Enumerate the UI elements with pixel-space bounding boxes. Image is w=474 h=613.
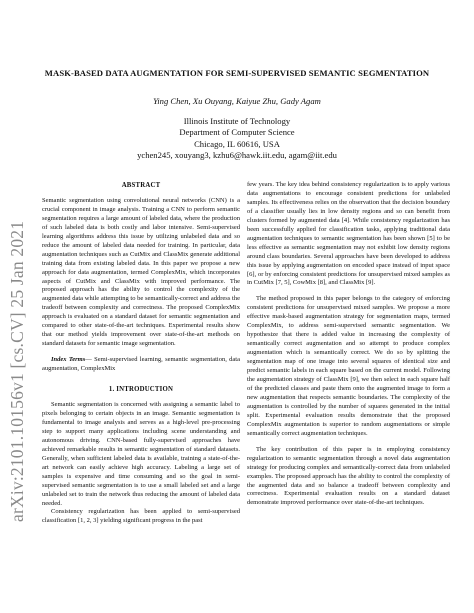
affiliation-institute: Illinois Institute of Technology bbox=[183, 116, 291, 126]
introduction-heading: 1. INTRODUCTION bbox=[108, 386, 174, 394]
affiliation-department: Department of Computer Science bbox=[179, 127, 295, 138]
right-paragraph-3: The key contribution of this paper is in employing consistency regularization to semantic segmentation through a novel data augmentation strategy for producing complex and semantically-correct data from unlabeled examples. The proposed approach has the ability to control the complexity of the augmented data and so balance a tradeoff between complexity and correctness. Experimental evaluation results on a standard dataset demonstrate improved performance over state-of-the-art techniques. bbox=[247, 445, 450, 507]
left-column bbox=[42, 182, 240, 526]
paper-title: MASK-BASED DATA AUGMENTATION FOR SEMI-SUPERVISED SEMANTIC SEGMENTATION bbox=[44, 68, 430, 78]
arxiv-identifier-stamp: arXiv:2101.10156v1 [cs.CV] 25 Jan 2021 bbox=[7, 220, 27, 522]
paper-authors: Ying Chen, Xu Ouyang, Kaiyue Zhu, Gady Agam bbox=[153, 96, 321, 106]
affiliation-city: Chicago, IL 60616, USA bbox=[194, 138, 280, 149]
right-paragraph-1: few years. The key idea behind consistency regularization is to apply various data augmentations to encourage consistent predictions for unlabeled samples. Its effectiveness relies on the observation that the decision boundary of a classifier usually lies in low density regions and so can benefit from clusters formed by augmented data [4]. While consistency regularization has been successfully applied for classification tasks, applying traditional data augmentation techniques to semantic segmentation has been shown [5] to be less effective as semantic segmentation may not exhibit low density regions around class boundaries. Several approaches have been developed to address this issue by applying augmentation on encoded space instead of input space [6], or by enforcing consistent predictions for unsupervised mixed samples as in CutMix [7, 5], CowMix [8], and ClassMix [9]. bbox=[247, 181, 450, 287]
index-terms-label: Index Terms bbox=[51, 356, 86, 364]
abstract-heading: ABSTRACT bbox=[121, 182, 161, 189]
author-affiliation bbox=[0, 116, 474, 162]
intro-paragraph-2: Consistency regularization has been applied to semi-supervised classification [1, 2, 3] yielding significant progress in the past bbox=[42, 508, 240, 525]
index-terms-text: — Semi-supervised learning, semantic segmentation, data augmentation, ComplexMix bbox=[42, 356, 240, 373]
right-column bbox=[247, 181, 450, 508]
abstract-text: Semantic segmentation using convolutional neural networks (CNN) is a crucial component in image analysis. Training a CNN to perform semantic segmentation requires a large amount of labeled data, where the production of such labeled data is both costly and labor intensive. Semi-supervised learning algorithms address this issue by utilizing unlabeled data and so reduce the amount of labeled data needed for training. In particular, data augmentation techniques such as CutMix and ClassMix generate additional training data from existing labeled data. In this paper we propose a new approach for data augmentation, termed ComplexMix, which incorporates aspects of CutMix and ClassMix with improved performance. The proposed approach has the ability to control the complexity of the augmented data while attempting to be semantically-correct and address the tradeoff between complexity and correctness. The proposed ComplexMix approach is evaluated on a standard dataset for semantic segmentation and compared to other state-of-the-art techniques. Experimental results show that our method yields improvement over state-of-the-art methods on standard datasets for semantic image segmentation. bbox=[42, 196, 240, 348]
affiliation-emails: ychen245, xouyang3, kzhu6@hawk.iit.edu, agam@iit.edu bbox=[137, 150, 337, 161]
intro-paragraph-1: Semantic segmentation is concerned with assigning a semantic label to pixels belonging to certain objects in an image. Semantic segmentation is fundamental to image analysis and serves as a high-level pre-processing step to support many applications including scene understanding and autonomous driving. CNN-based fully-supervised approaches have achieved remarkable results in semantic segmentation of standard datasets. Generally, when sufficient labeled data is available, training a state-of-the-art network can easily achieve high accuracy. Labeling a large set of samples is expensive and time consuming and so the goal in semi-supervised semantic segmentation is to use a small labeled set and a large unlabeled set to train the network thus reducing the amount of labeled data needed. bbox=[42, 401, 240, 507]
right-paragraph-2: The method proposed in this paper belongs to the category of enforcing consistent predictions for unsupervised mixed samples. We propose a more effective mask-based augmentation strategy for segmentation maps, termed ComplexMix, to address semi-supervised semantic segmentation. We hypothesize that there is added value in increasing the complexity of semantically correct augmentation and so attempt to produce complex augmentation which is semantically correct. We do so by splitting the segmentation map of one image into several squares of identical size and predict semantic labels in each square based on the current model. Following the augmentation strategy of ClassMix [9], we then select in each square half of the predicted classes and paste them onto the augmented image to form a new augmentation that respects semantic boundaries. The complexity of the augmentation is controlled by the number of squares generated in the initial split. Experimental evaluation results demonstrate that the proposed ComplexMix augmentation is superior to random augmentations or simple semantically correct augmentation techniques. bbox=[247, 295, 450, 437]
index-terms bbox=[42, 356, 240, 374]
